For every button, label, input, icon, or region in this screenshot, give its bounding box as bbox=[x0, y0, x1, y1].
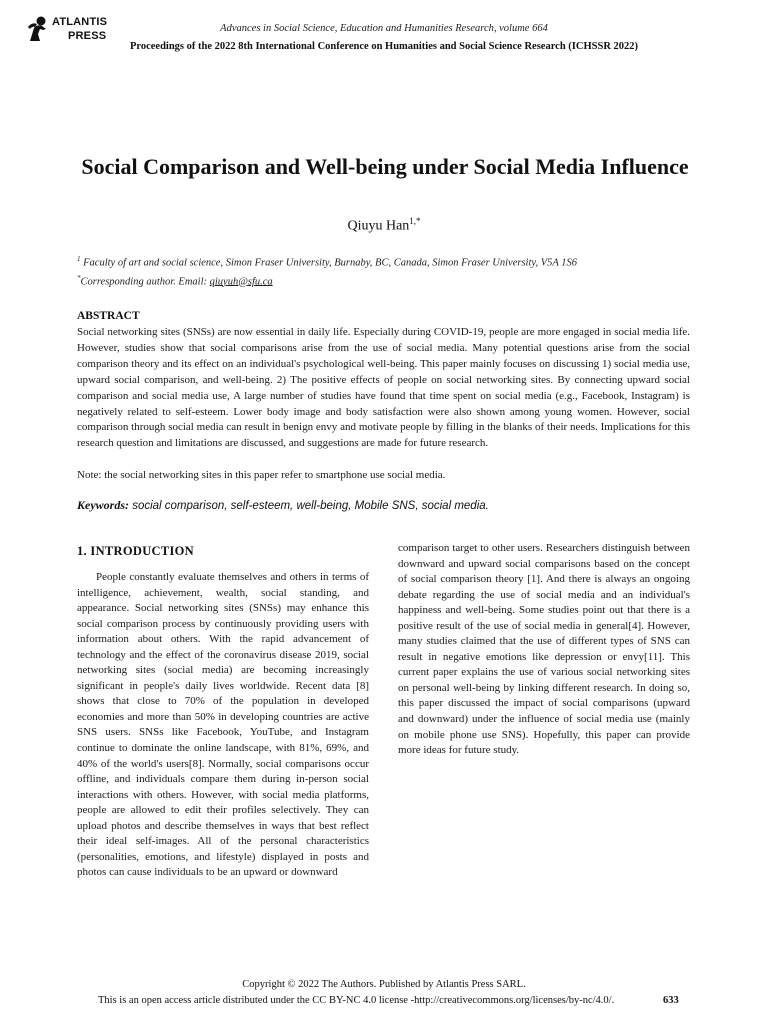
author-line bbox=[0, 216, 768, 235]
keywords-values: social comparison, self-esteem, well-being, Mobile SNS, social media. bbox=[129, 500, 489, 512]
abstract-note: Note: the social networking sites in this paper refer to smartphone use social media. bbox=[77, 469, 446, 481]
abstract-heading: ABSTRACT bbox=[77, 310, 140, 322]
license-line: This is an open access article distributed under the CC BY-NC 4.0 license -http://creativecommons.org/licenses/by-nc/4.0/. bbox=[98, 995, 615, 1006]
intro-paragraph-right: comparison target to other users. Researchers distinguish between downward and upward social comparisons based on the concept of social comparison theory [1]. And there is always an ongoing debate regarding the use of social media and an individual's happiness and well-being. Some studies point out that there is a positive result of the use of social media in general[4]. However, many studies claimed that the use of different types of SNS can result in negative emotions like depression or envy[11]. This current paper explains the use of various social networking sites on personal well-being by linking different research. In doing so, this paper discussed the impact of social comparisons (upward and downward) under the influence of social media use (mainly on mobile phone use SNS). Hopefully, this paper can provide more ideas for future study. bbox=[398, 542, 690, 757]
right-column bbox=[398, 541, 690, 759]
affiliation-text: Faculty of art and social science, Simon Fraser University, Burnaby, BC, Canada, Simon Fraser University, V5A 1S6 bbox=[80, 257, 577, 269]
author-superscript: 1,* bbox=[409, 216, 421, 226]
affiliation-line bbox=[77, 252, 692, 271]
paper-title: Social Comparison and Well-being under Social Media Influence bbox=[81, 154, 689, 179]
corresponding-line bbox=[77, 271, 692, 290]
intro-paragraph-left: People constantly evaluate themselves and others in terms of intelligence, achievement, wealth, social standing, and appearance. Social networking sites (SNSs) may enhance this social comparison process by continuously providing users with information about others. With the rapid advancement of technology and the effect of the coronavirus disease 2019, social networking sites (social media) are becoming increasingly significant in people's daily lives worldwide. Recent data [8] shows that close to 70% of the population in developed economies and more than 50% in developing countries are active SNS users. SNSs like Facebook, YouTube, and Instagram continue to dominate the online landscape, with 81%, 69%, and 40% of the world's users[8]. Normally, social comparisons occur offline, and individuals compare them during in-person social interactions with others. However, with social media platforms, people are allowed to edit their profiles selectively. They can upload photos and describe themselves in ways that best reflect their ideal self-images. All of the personal characteristics (personalities, emotions, and lifestyle) displayed in posts and photos can cause individuals to be an upward or downward bbox=[77, 571, 369, 879]
logo-text-press: PRESS bbox=[68, 30, 107, 42]
affiliation-block bbox=[77, 252, 692, 289]
copyright-line: Copyright © 2022 The Authors. Published by Atlantis Press SARL. bbox=[242, 979, 526, 990]
left-column bbox=[77, 570, 369, 881]
affiliation-marker: 1 bbox=[77, 255, 81, 263]
journal-line: Advances in Social Science, Education and Humanities Research, volume 664 bbox=[220, 23, 548, 34]
author-name: Qiuyu Han bbox=[347, 218, 410, 234]
logo-text-atlantis: ATLANTIS bbox=[52, 16, 108, 28]
page-number: 633 bbox=[663, 995, 679, 1006]
proceedings-line: Proceedings of the 2022 8th International Conference on Humanities and Social Science Research (ICHSSR 2022) bbox=[129, 41, 639, 52]
keywords-label: Keywords: bbox=[77, 498, 129, 512]
keywords-line bbox=[77, 498, 489, 513]
abstract-body: Social networking sites (SNSs) are now essential in daily life. Especially during COVID-19, people are more engaged in social media life. However, studies show that social comparisons arise from the use of social media. Many potential questions arise from the social comparison theory and its effect on an individual's psychological well-being. This paper mainly focuses on discussing 1) social media use, upward social comparison, and well-being. 2) The positive effects of people on social networking sites. By connecting upward social comparison and social media use, A large number of studies have found that time spent on social media (e.g., Facebook, Instagram) is negatively related to self-esteem. Lower body image and body satisfaction were also shown among young women. However, social comparison through social media can result in benign envy and motivate people by filling in the blanks of their needs. Implications for this research question and limitations are discussed, and suggestions are made for future research. bbox=[77, 326, 690, 450]
corresponding-label: Corresponding author. Email: bbox=[80, 276, 210, 287]
section-heading-introduction: 1. INTRODUCTION bbox=[77, 544, 195, 558]
corresponding-email-link[interactable]: qiuyuh@sfu.ca bbox=[209, 276, 273, 287]
corresponding-marker: * bbox=[77, 273, 81, 282]
